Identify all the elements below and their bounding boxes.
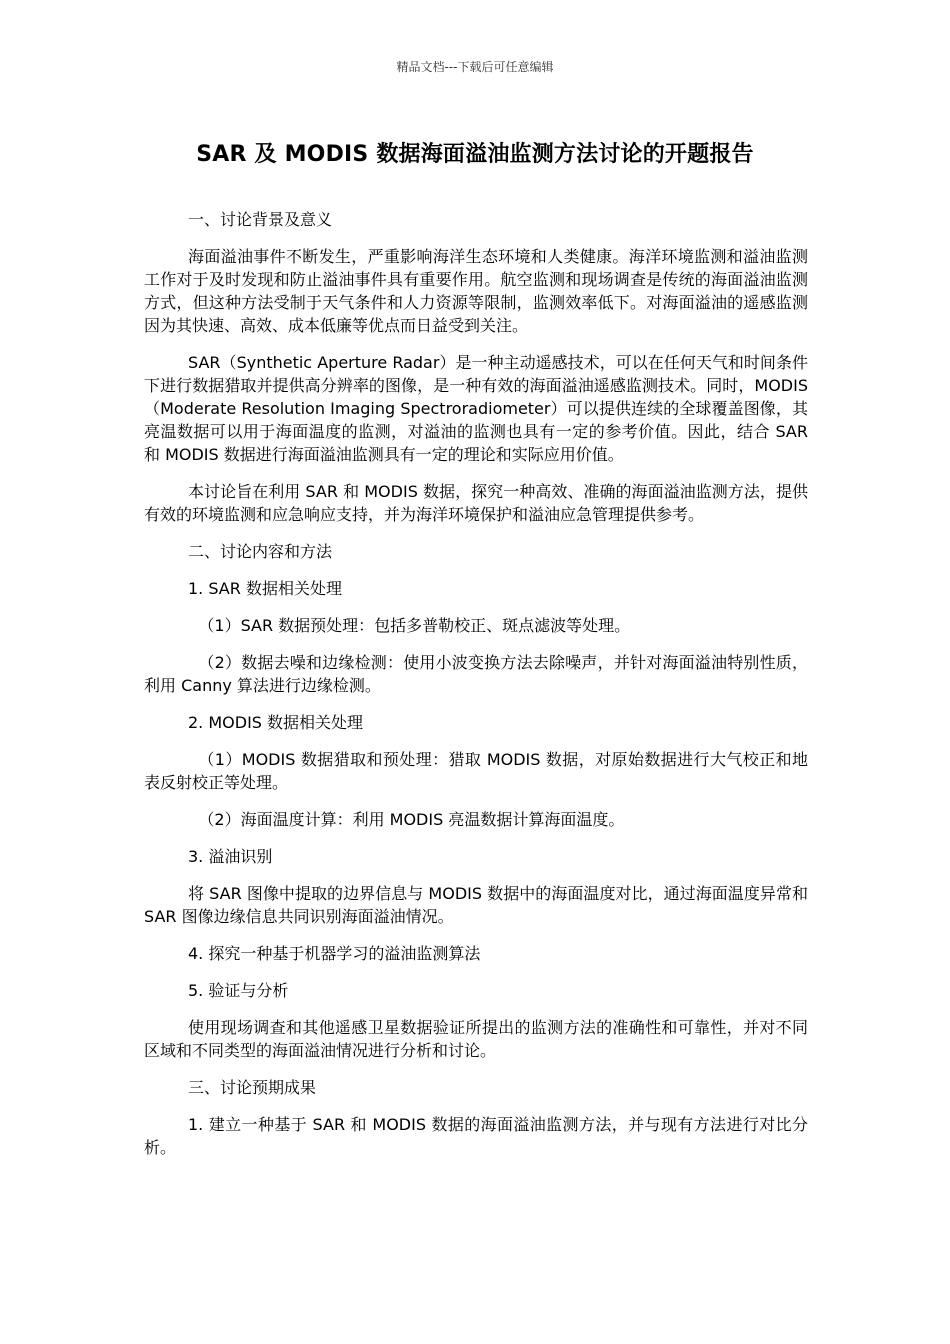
item-ml-algorithm: 4. 探究一种基于机器学习的溢油监测算法 <box>188 944 481 963</box>
document-body <box>144 208 808 1173</box>
subitem-sst-calculation: （2）海面温度计算：利用 MODIS 亮温数据计算海面温度。 <box>198 810 625 829</box>
header-note: 精品文档---下载后可任意编辑 <box>396 60 554 74</box>
section-heading-background: 一、讨论背景及意义 <box>188 210 333 229</box>
subitem-modis-preprocessing: （1）MODIS 数据猎取和预处理：猎取 MODIS 数据，对原始数据进行大气校正和地表反射校正等处理。 <box>144 750 808 792</box>
subitem-sar-preprocessing: （1）SAR 数据预处理：包括多普勒校正、斑点滤波等处理。 <box>198 616 631 635</box>
item-oil-identification: 3. 溢油识别 <box>188 847 273 866</box>
document-title: SAR 及 MODIS 数据海面溢油监测方法讨论的开题报告 <box>196 142 754 167</box>
paragraph-oil-identification: 将 SAR 图像中提取的边界信息与 MODIS 数据中的海面温度对比，通过海面温度异常和 SAR 图像边缘信息共同识别海面溢油情况。 <box>144 884 808 926</box>
item-expected-result-1: 1. 建立一种基于 SAR 和 MODIS 数据的海面溢油监测方法，并与现有方法进行对比分析。 <box>144 1115 808 1157</box>
paragraph-sar-modis-intro: SAR（Synthetic Aperture Radar）是一种主动遥感技术，可以在任何天气和时间条件下进行数据猎取并提供高分辨率的图像，是一种有效的海面溢油遥感监测技术。同时，MODIS（Moderate Resolution Imaging Spectroradiometer）可以提供连续的全球覆盖图像，其亮温数据可以用于海面温度的监测，对溢油的监测也具有一定的参考价值。因此，结合 SAR 和 MODIS 数据进行海面溢油监测具有一定的理论和实际应用价值。 <box>144 353 808 464</box>
section-heading-expected-results: 三、讨论预期成果 <box>188 1078 317 1097</box>
item-modis-processing: 2. MODIS 数据相关处理 <box>188 713 364 732</box>
subitem-denoise-edge: （2）数据去噪和边缘检测：使用小波变换方法去除噪声，并针对海面溢油特别性质，利用 Canny 算法进行边缘检测。 <box>144 653 808 695</box>
paragraph-validation: 使用现场调查和其他遥感卫星数据验证所提出的监测方法的准确性和可靠性，并对不同区域和不同类型的海面溢油情况进行分析和讨论。 <box>144 1018 808 1060</box>
item-validation: 5. 验证与分析 <box>188 981 289 1000</box>
item-sar-processing: 1. SAR 数据相关处理 <box>188 579 342 598</box>
paragraph-background: 海面溢油事件不断发生，严重影响海洋生态环境和人类健康。海洋环境监测和溢油监测工作对于及时发现和防止溢油事件具有重要作用。航空监测和现场调查是传统的海面溢油监测方式，但这种方法受制于天气条件和人力资源等限制，监测效率低下。对海面溢油的遥感监测因为其快速、高效、成本低廉等优点而日益受到关注。 <box>144 247 808 335</box>
section-heading-content-method: 二、讨论内容和方法 <box>188 542 333 561</box>
paragraph-purpose: 本讨论旨在利用 SAR 和 MODIS 数据，探究一种高效、准确的海面溢油监测方法，提供有效的环境监测和应急响应支持，并为海洋环境保护和溢油应急管理提供参考。 <box>144 482 808 524</box>
